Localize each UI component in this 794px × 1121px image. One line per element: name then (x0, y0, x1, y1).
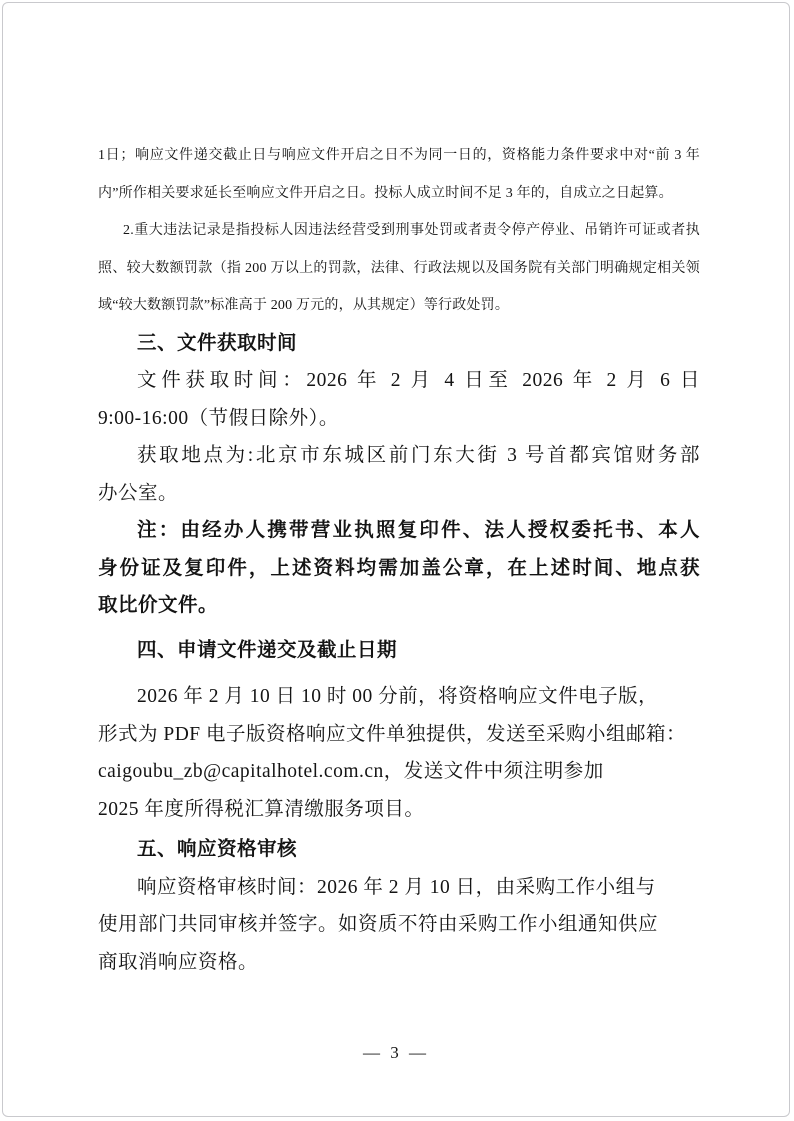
intro-paragraph2-line: 域“较大数额罚款”标准高于 200 万元的，从其规定）等行政处罚。 (98, 298, 510, 313)
section-three-time-line: 文件获取时间：2026 年 2 月 4 日至 2026 年 2 月 6 日 (137, 370, 700, 391)
section-five-body-line: 商取消响应资格。 (98, 951, 259, 973)
section-three-note-line: 注：由经办人携带营业执照复印件、法人授权委托书、本人 (137, 520, 700, 541)
page-number: — 3 — (363, 1043, 429, 1062)
section-three-time-line: 9:00-16:00（节假日除外）。 (98, 407, 339, 429)
document-content (98, 137, 700, 981)
section-five-heading: 五、响应资格审核 (137, 839, 298, 860)
section-three-location-line: 获取地点为:北京市东城区前门东大街 3 号首都宾馆财务部 (137, 445, 700, 466)
section-four-body-line-email: caigoubu_zb@capitalhotel.com.cn，发送文件中须注明参加 (98, 761, 604, 782)
section-four-body-line: 2025 年度所得税汇算清缴服务项目。 (98, 798, 425, 820)
section-three-location-line: 办公室。 (98, 482, 179, 504)
document-page (2, 2, 790, 1117)
intro-paragraph1-line: 1日；响应文件递交截止日与响应文件开启之日不为同一日的，资格能力条件要求中对“前 3 年 (98, 148, 700, 163)
intro-paragraph1-line: 内”所作相关要求延长至响应文件开启之日。投标人成立时间不足 3 年的，自成立之日起算。 (98, 185, 673, 201)
section-three-note-line: 取比价文件。 (98, 595, 219, 616)
section-four-body-line: 形式为 PDF 电子版资格响应文件单独提供，发送至采购小组邮箱： (98, 723, 687, 745)
section-four-heading: 四、申请文件递交及截止日期 (137, 639, 398, 661)
section-three-heading: 三、文件获取时间 (137, 332, 298, 354)
intro-paragraph2-line: 照、较大数额罚款（指 200 万以上的罚款，法律、行政法规以及国务院有关部门明确规定相关领 (98, 260, 700, 276)
section-five-body-line: 使用部门共同审核并签字。如资质不符由采购工作小组通知供应 (98, 914, 659, 935)
section-five-body-line: 响应资格审核时间：2026 年 2 月 10 日，由采购工作小组与 (137, 876, 656, 898)
intro-paragraph2-line: 2.重大违法记录是指投标人因违法经营受到刑事处罚或者责令停产停业、吊销许可证或者执 (123, 223, 700, 238)
section-three-note-line: 身份证及复印件，上述资料均需加盖公章，在上述时间、地点获 (98, 557, 700, 579)
section-four-body-line: 2026 年 2 月 10 日 10 时 00 分前，将资格响应文件电子版， (137, 686, 659, 707)
